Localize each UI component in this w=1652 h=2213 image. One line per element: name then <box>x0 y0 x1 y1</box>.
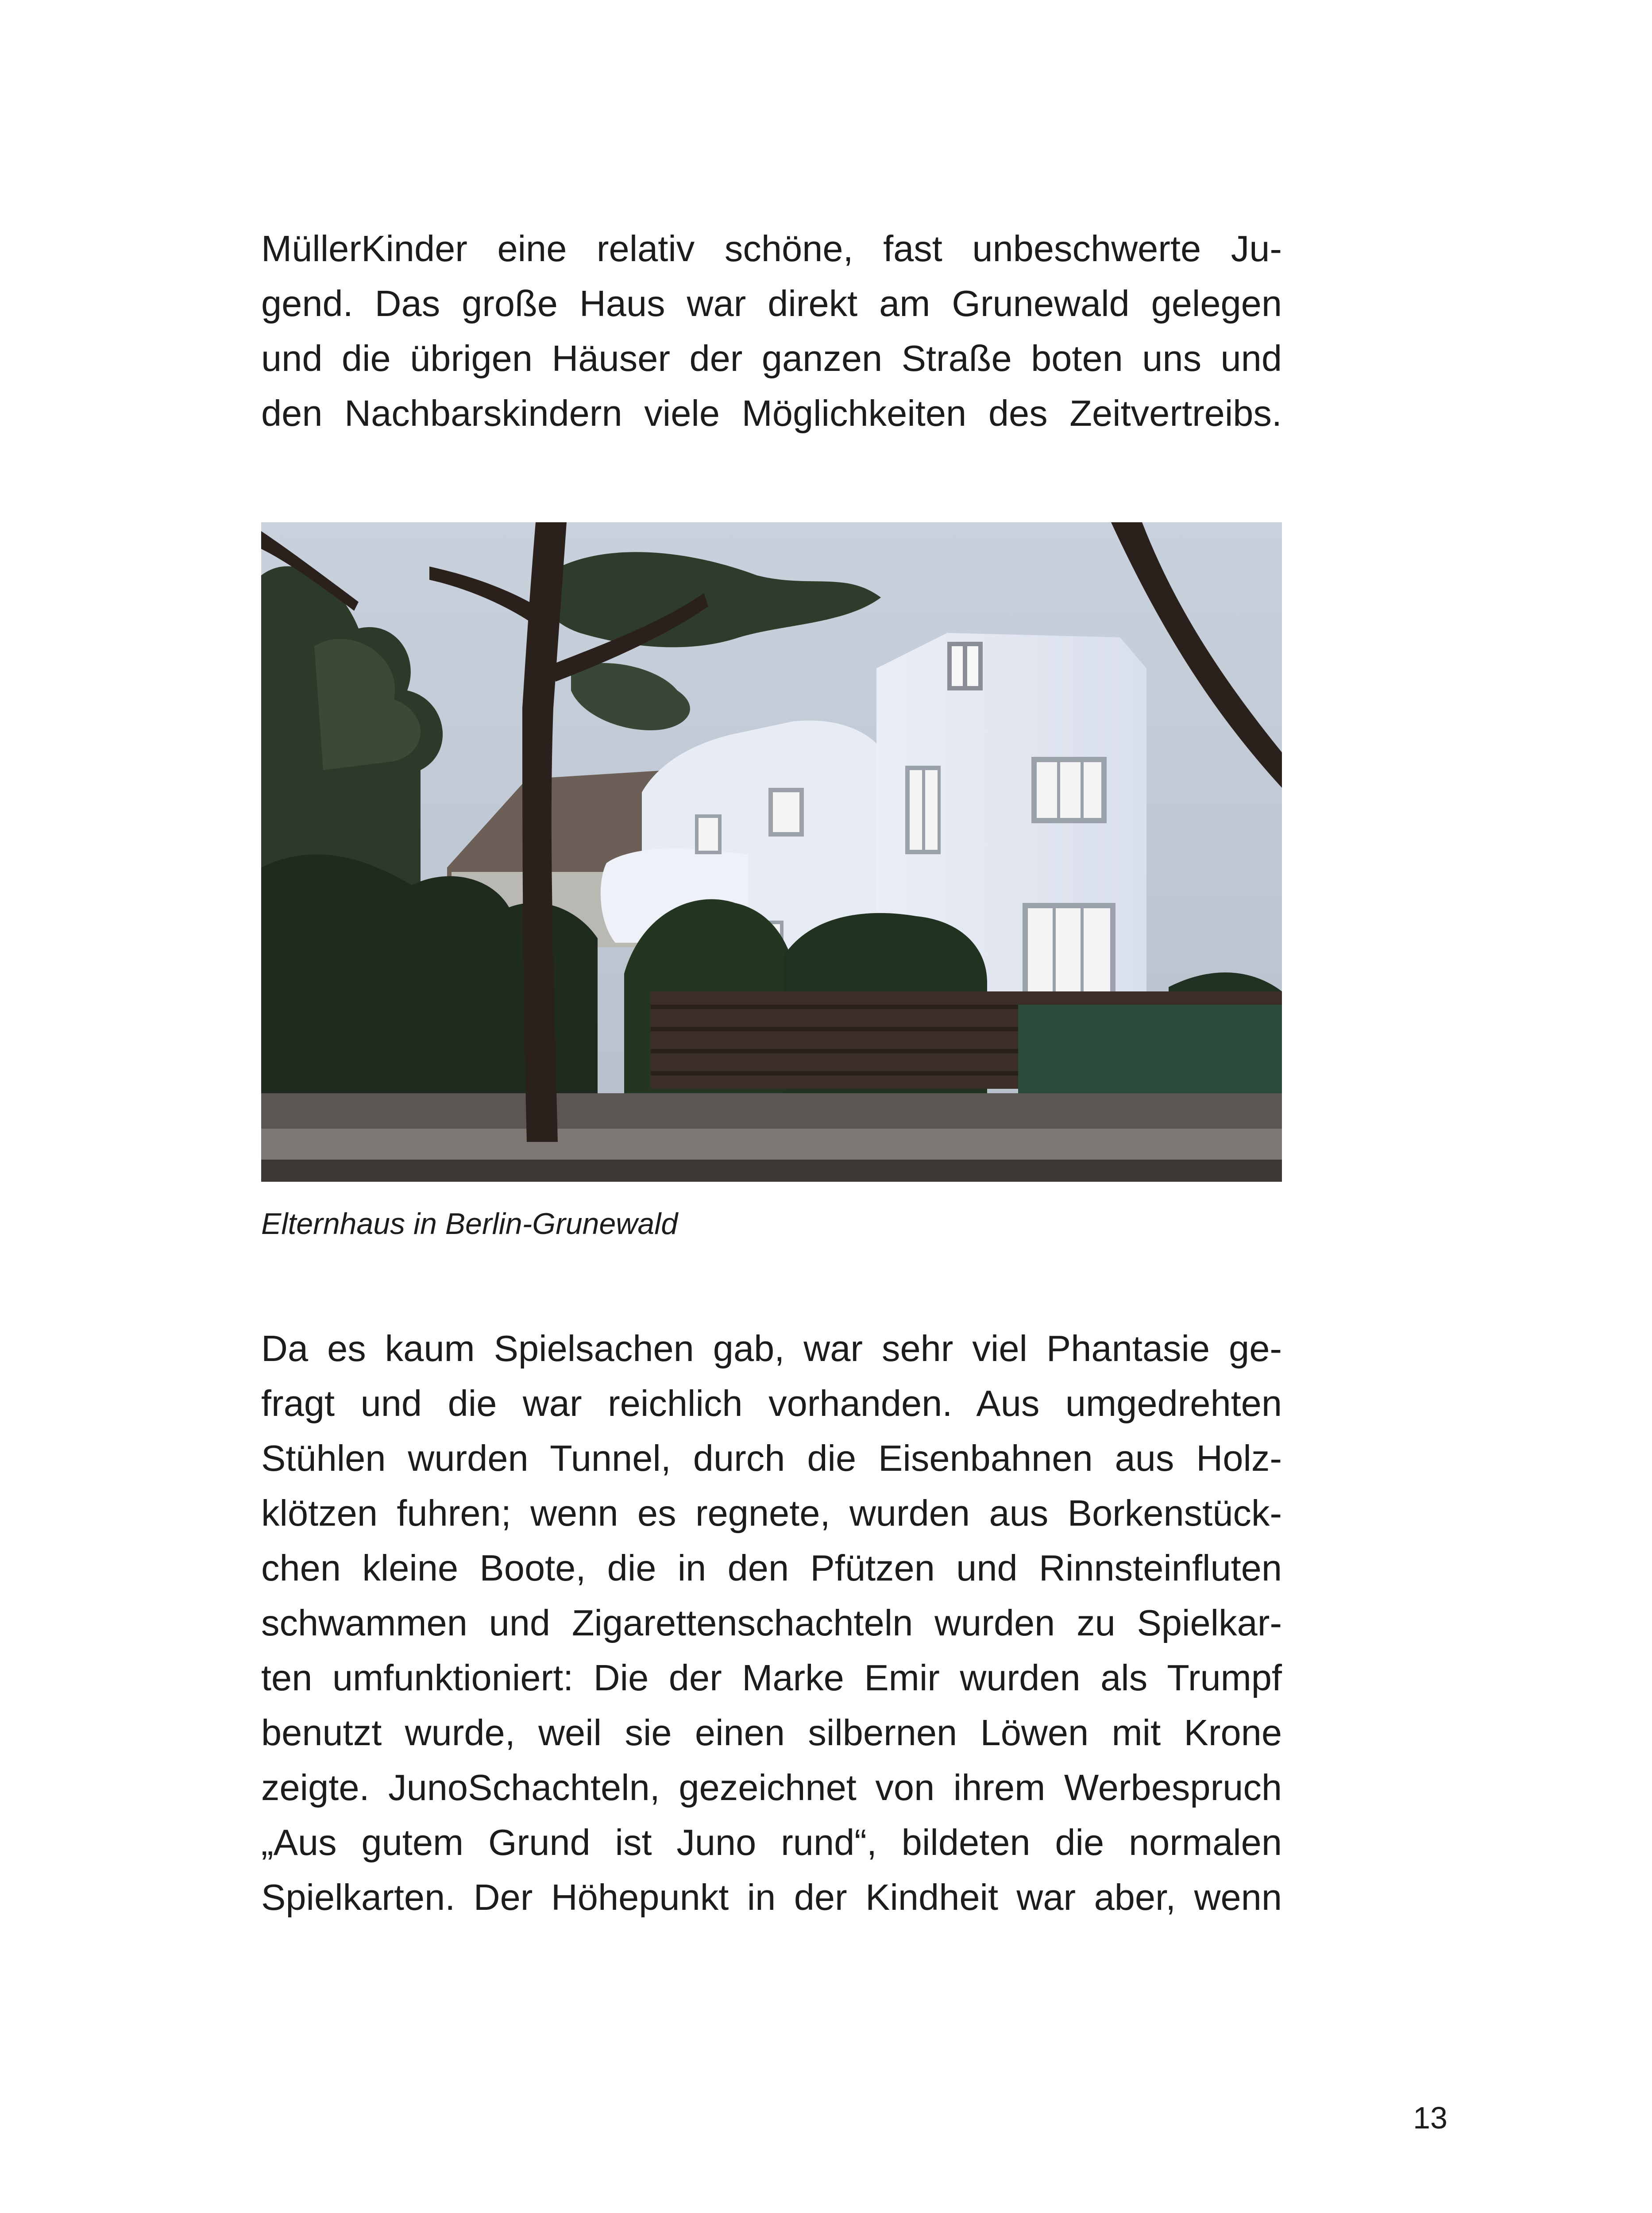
paragraph-1 <box>261 221 1282 441</box>
paragraph-2 <box>261 1321 1282 1925</box>
text-line: zeigte. JunoSchachteln, gezeichnet von ihrem Werbespruch <box>261 1767 1282 1808</box>
text-line: schwammen und Zigarettenschachteln wurden zu Spielkar- <box>261 1602 1282 1643</box>
text-line: Stühlen wurden Tunnel, durch die Eisenbahnen aus Holz- <box>261 1438 1282 1479</box>
page-number: 13 <box>1413 2101 1447 2135</box>
text-line: gend. Das große Haus war direkt am Grunewald gelegen <box>261 283 1282 324</box>
text-line: ten umfunktioniert: Die der Marke Emir wurden als Trumpf <box>261 1657 1282 1698</box>
text-line: MüllerKinder eine relativ schöne, fast unbeschwerte Ju- <box>261 228 1282 269</box>
text-line: chen kleine Boote, die in den Pfützen und Rinnsteinfluten <box>261 1547 1282 1588</box>
text-line: und die übrigen Häuser der ganzen Straße boten uns und <box>261 338 1282 379</box>
figure-caption: Elternhaus in Berlin-Grunewald <box>261 1207 678 1241</box>
house-photo <box>261 522 1282 1182</box>
text-line: benutzt wurde, weil sie einen silbernen Löwen mit Krone <box>261 1712 1282 1753</box>
text-line: Da es kaum Spielsachen gab, war sehr viel Phantasie ge- <box>261 1328 1282 1369</box>
text-line: fragt und die war reichlich vorhanden. Aus umgedrehten <box>261 1383 1282 1424</box>
text-line: Spielkarten. Der Höhepunkt in der Kindheit war aber, wenn <box>261 1877 1282 1918</box>
text-line: klötzen fuhren; wenn es regnete, wurden aus Borkenstück- <box>261 1492 1282 1534</box>
text-line: „Aus gutem Grund ist Juno rund“, bildeten die normalen <box>261 1822 1282 1863</box>
text-line: den Nachbarskindern viele Möglichkeiten des Zeitvertreibs. <box>261 393 1282 434</box>
